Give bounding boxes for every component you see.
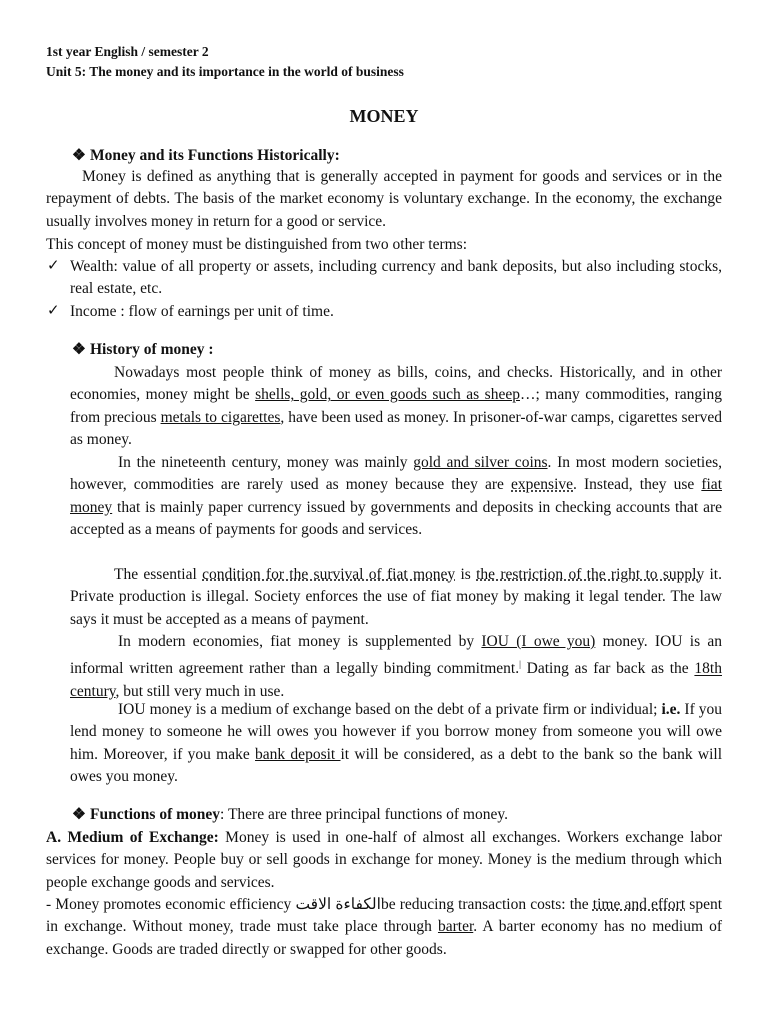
paragraph-distinguish: This concept of money must be distinguished from two other terms: — [46, 236, 468, 253]
unit-header: Unit 5: The money and its importance in the world of business — [46, 64, 404, 79]
checkmark-icon: ✓ — [47, 258, 60, 274]
bullet-income: Income : flow of earnings per unit of time. — [70, 303, 334, 320]
paragraph-history-4: In modern economies, fiat money is supplemented by IOU (I owe you) money. IOU is an informal written agreement rather than a legally binding commitment.| Dating as far back as the 18th century, but still very much in use. — [70, 633, 722, 700]
section-heading-history: ❖ History of money : — [72, 341, 214, 358]
paragraph-history-5: IOU money is a medium of exchange based on the debt of a private firm or individual; i.e. If you lend money to someone he will owes you however if you borrow money from someone you will owe him. Moreover, if you make bank deposit it will be considered, as a debt to the bank so the bank will owes you money. — [70, 701, 723, 786]
paragraph-definition: Money is defined as anything that is generally accepted in payment for goods and services or in the repayment of debts. The basis of the market economy is voluntary exchange. In the economy, the exchange usually involves money in return for a good or service. — [46, 168, 722, 230]
diamond-bullet-icon: ❖ — [72, 147, 86, 164]
section-heading-functions: ❖ Functions of money: There are three principal functions of money. — [72, 806, 508, 823]
course-header: 1st year English / semester 2 — [46, 44, 209, 59]
bullet-wealth: Wealth: value of all property or assets, including currency and bank deposits, but also including stocks, real estate, etc. — [70, 258, 722, 298]
paragraph-medium-of-exchange: A. Medium of Exchange: Money is used in one-half of almost all exchanges. Workers exchange labor services for money. People buy or sell goods in exchange for money. Money is the medium through which people exchange goods and services. — [46, 829, 722, 891]
paragraph-history-3: The essential condition for the survival of fiat money is the restriction of the right to supply it. Private production is illegal. Society enforces the use of fiat money by making it legal tender. The law says it must be accepted as a means of payment. — [70, 566, 722, 628]
paragraph-history-2: In the nineteenth century, money was mainly gold and silver coins. In most modern societies, however, commodities are rarely used as money because they are expensive. Instead, they use fiat money that is mainly paper currency issued by governments and deposits in checking accounts that are accepted as a means of payments for goods and services. — [70, 454, 722, 539]
page-title: MONEY — [349, 106, 419, 126]
checkmark-icon: ✓ — [47, 303, 60, 319]
diamond-bullet-icon: ❖ — [72, 341, 86, 358]
section-heading-functions-historically: ❖ Money and its Functions Historically: — [72, 147, 340, 164]
diamond-bullet-icon: ❖ — [72, 806, 86, 823]
paragraph-history-1: Nowadays most people think of money as bills, coins, and checks. Historically, and in other economies, money might be shells, gold, or even goods such as sheep…; many commodities, ranging from precious metals to cigarettes, have been used as money. In prisoner-of-war camps, cigarettes served as money. — [70, 364, 722, 449]
paragraph-efficiency: - Money promotes economic efficiency الكفاءة الاقتbe reducing transaction costs: the time and effort spent in exchange. Without money, trade must take place through barter. A barter economy has no medium of exchange. Goods are traded directly or swapped for other goods. — [46, 896, 723, 958]
